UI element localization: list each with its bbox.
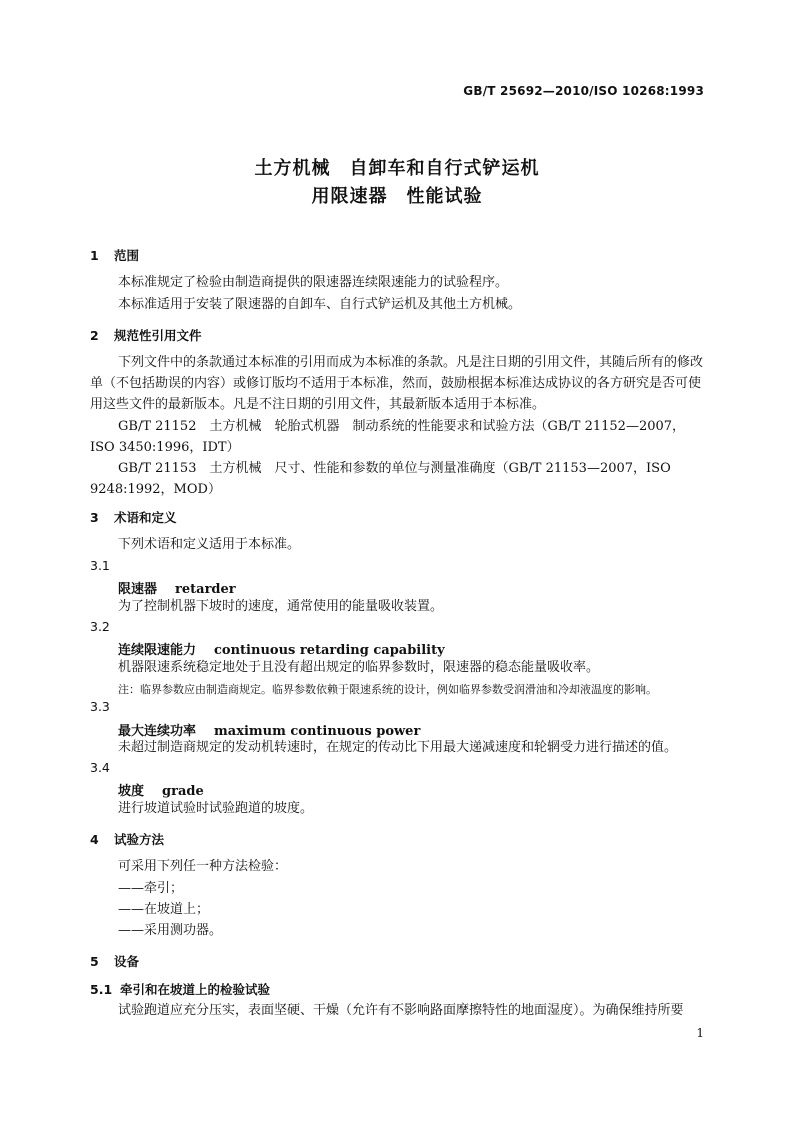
section-title: 设备 — [114, 954, 140, 969]
section-4-heading — [90, 830, 164, 848]
section-1-paragraph-1: 本标准规定了检验由制造商提供的限速器连续限速能力的试验程序。 — [118, 275, 509, 290]
section-1-paragraph-2: 本标准适用于安装了限速器的自卸车、自行式铲运机及其他土方机械。 — [118, 297, 522, 312]
section-3-heading — [90, 508, 177, 526]
section-number: 2 — [90, 328, 99, 343]
standard-code: GB/T 25692—2010/ISO 10268:1993 — [463, 84, 704, 98]
section-4-intro: 可采用下列任一种方法检验： — [118, 859, 288, 874]
section-2-heading — [90, 326, 202, 344]
section-5-1-heading — [90, 980, 270, 998]
method-item: ——在坡道上； — [118, 902, 210, 917]
section-title: 试验方法 — [114, 832, 165, 847]
definition-3-4-number: 3.4 — [90, 760, 110, 775]
definition-3-3-text: 未超过制造商规定的发动机转速时，在规定的传动比下用最大递减速度和轮辋受力进行描述的值。 — [118, 740, 678, 755]
reference-gbt-21152: GB/T 21152 土方机械 轮胎式机器 制动系统的性能要求和试验方法（GB/T 21152—2007，ISO 3450:1996，IDT） — [90, 419, 686, 455]
section-3-intro: 下列术语和定义适用于本标准。 — [118, 537, 301, 552]
term-zh: 连续限速能力 — [118, 643, 197, 658]
definition-3-4-text: 进行坡道试验时试验跑道的坡度。 — [118, 801, 314, 816]
section-1-heading — [90, 246, 139, 264]
term-zh: 坡度 — [118, 784, 145, 799]
definition-3-4-term — [118, 780, 204, 799]
term-en: retarder — [175, 582, 236, 597]
section-number: 3 — [90, 510, 99, 525]
section-5-heading — [90, 952, 139, 970]
definition-3-2-term — [118, 639, 445, 658]
section-title: 规范性引用文件 — [114, 328, 202, 343]
section-number: 5.1 — [90, 982, 113, 997]
section-title: 范围 — [114, 248, 140, 263]
section-title: 术语和定义 — [114, 510, 177, 525]
section-number: 1 — [90, 248, 99, 263]
section-number: 4 — [90, 832, 99, 847]
definition-3-2-note: 注：临界参数应由制造商规定。临界参数依赖于限速系统的设计，例如临界参数受润滑油和冷却液温度的影响。 — [118, 683, 657, 696]
section-number: 5 — [90, 954, 99, 969]
definition-3-1-term — [118, 578, 236, 597]
page-number: 1 — [696, 1026, 704, 1040]
title-line-1: 土方机械 自卸车和自行式铲运机 — [254, 158, 540, 179]
definition-3-1-text: 为了控制机器下坡时的速度，通常使用的能量吸收装置。 — [118, 599, 444, 614]
term-en: maximum continuous power — [214, 724, 421, 739]
title-line-2: 用限速器 性能试验 — [311, 186, 483, 207]
definition-3-1-number: 3.1 — [90, 558, 110, 573]
term-zh: 限速器 — [118, 582, 158, 597]
section-title: 牵引和在坡道上的检验试验 — [120, 982, 271, 997]
definition-3-3-term — [118, 720, 420, 739]
term-en: grade — [162, 784, 204, 799]
method-item: ——牵引； — [118, 881, 184, 896]
term-zh: 最大连续功率 — [118, 724, 197, 739]
definition-3-2-text: 机器限速系统稳定地处于且没有超出规定的临界参数时，限速器的稳态能量吸收率。 — [118, 660, 600, 675]
section-5-1-paragraph: 试验跑道应充分压实，表面坚硬、干燥（允许有不影响路面摩擦特性的地面湿度）。为确保维持所要 — [118, 1003, 684, 1018]
method-item: ——采用测功器。 — [118, 923, 223, 938]
definition-3-2-number: 3.2 — [90, 619, 110, 634]
reference-gbt-21153: GB/T 21153 土方机械 尺寸、性能和参数的单位与测量准确度（GB/T 21153—2007，ISO 9248:1992，MOD） — [90, 461, 671, 497]
definition-3-3-number: 3.3 — [90, 699, 110, 714]
term-en: continuous retarding capability — [214, 643, 445, 658]
section-2-paragraph-1: 下列文件中的条款通过本标准的引用而成为本标准的条款。凡是注日期的引用文件，其随后所有的修改单（不包括勘误的内容）或修订版均不适用于本标准，然而，鼓励根据本标准达成协议的各方研究是否可使用这些文件的最新版本。凡是不注日期的引用文件，其最新版本适用于本标准。 — [90, 355, 704, 412]
